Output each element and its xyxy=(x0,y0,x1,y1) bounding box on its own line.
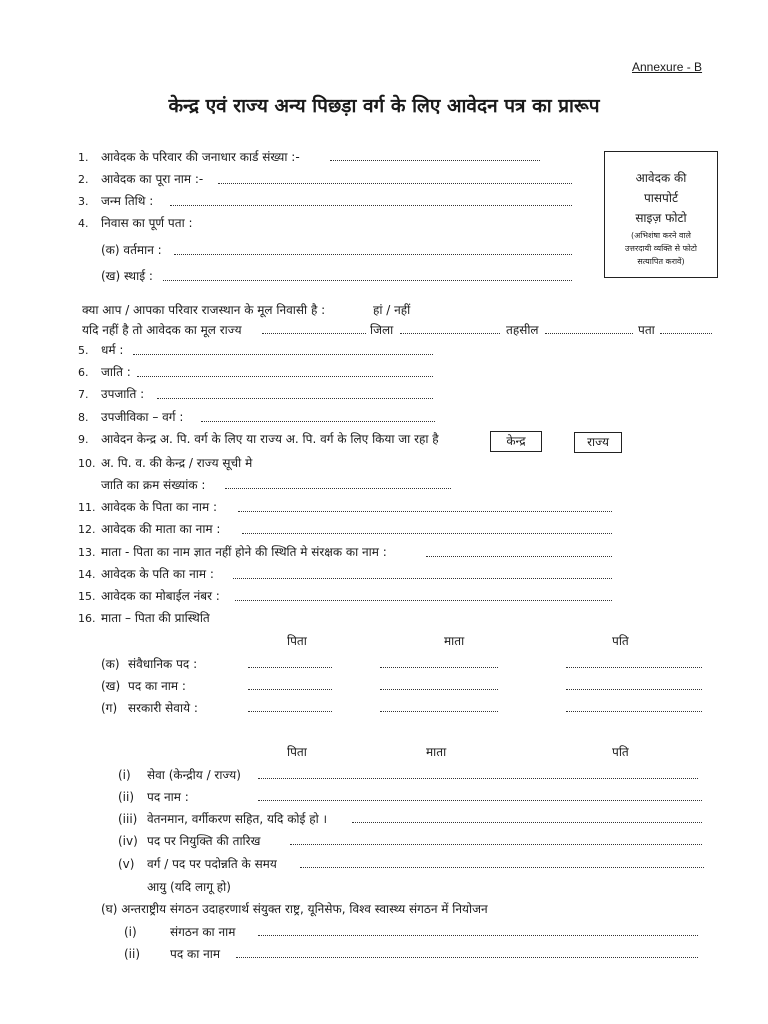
intl-row2-mark: (ii) xyxy=(124,947,141,961)
option-center-box[interactable]: केन्द्र xyxy=(490,431,542,452)
table1-row3-mark: (ग) xyxy=(101,701,118,715)
table2-header-father: पिता xyxy=(287,745,307,759)
origin-tehsil-field[interactable] xyxy=(545,333,633,334)
item-10-sub-label: जाति का क्रम संख्यांक : xyxy=(101,478,206,492)
item-13-label: माता - पिता का नाम ज्ञात नहीं होने की स्थिति मे संरक्षक का नाम : xyxy=(101,545,387,559)
caste-serial-number-field[interactable] xyxy=(225,488,451,489)
photo-box-note2: उत्तरदायी व्यक्ति से फोटो xyxy=(625,244,697,253)
item-16-number: 16. xyxy=(78,612,96,625)
subcaste-field[interactable] xyxy=(157,398,433,399)
photo-box-note1: (अभिशंषा करने वाले xyxy=(631,231,691,240)
option-state-box[interactable]: राज्य xyxy=(574,432,622,453)
promotion-age-field[interactable] xyxy=(300,867,704,868)
org-post-field[interactable] xyxy=(236,957,698,958)
table2-header-husband: पति xyxy=(612,745,629,759)
item-7-number: 7. xyxy=(78,388,89,401)
item-7-label: उपजाति : xyxy=(101,387,145,401)
native-answer-options[interactable]: हां / नहीं xyxy=(373,303,411,317)
table1-row2-mark: (ख) xyxy=(101,679,121,693)
item-9-label: आवेदन केन्द्र अ. पि. वर्ग के लिए या राज्य अ. पि. वर्ग के लिए किया जा रहा है xyxy=(101,432,439,446)
age-note: आयु (यदि लागू हो) xyxy=(147,880,231,894)
pay-scale-field[interactable] xyxy=(352,822,702,823)
item-15-number: 15. xyxy=(78,590,96,603)
janaadhar-number-field[interactable] xyxy=(330,160,540,161)
appointment-date-field[interactable] xyxy=(290,844,702,845)
table1-row2-label: पद का नाम : xyxy=(128,679,186,693)
table1-row2-mother-field[interactable] xyxy=(380,689,498,690)
intl-row1-mark: (i) xyxy=(124,925,137,939)
item-5-label: धर्म : xyxy=(101,343,124,357)
photo-box-line1: आवेदक की xyxy=(635,171,687,185)
item-11-number: 11. xyxy=(78,501,96,514)
table2-row2-mark: (ii) xyxy=(118,790,135,804)
native-question: क्या आप / आपका परिवार राजस्थान के मूल निवासी है : xyxy=(82,303,326,317)
origin-tehsil-label: तहसील xyxy=(506,323,539,337)
table1-row1-mother-field[interactable] xyxy=(380,667,498,668)
item-12-number: 12. xyxy=(78,523,96,536)
guardian-name-field[interactable] xyxy=(426,556,612,557)
item-6-number: 6. xyxy=(78,366,89,379)
table2-row3-mark: (iii) xyxy=(118,812,138,826)
table1-row3-husband-field[interactable] xyxy=(566,711,702,712)
applicant-full-name-field[interactable] xyxy=(218,183,572,184)
table1-row2-husband-field[interactable] xyxy=(566,689,702,690)
table2-row1-label: सेवा (केन्द्रीय / राज्य) xyxy=(147,768,241,782)
husband-name-field[interactable] xyxy=(233,578,612,579)
item-1-number: 1. xyxy=(78,151,89,164)
item-16-label: माता – पिता की प्रास्थिति xyxy=(101,611,210,625)
photo-box-note3: सत्यापित करावें) xyxy=(637,257,685,266)
item-13-number: 13. xyxy=(78,546,96,559)
origin-address-label: पता xyxy=(638,323,655,337)
table2-row1-mark: (i) xyxy=(118,768,131,782)
photo-box-line2: पासपोर्ट xyxy=(643,191,678,205)
table1-row1-husband-field[interactable] xyxy=(566,667,702,668)
item-3-number: 3. xyxy=(78,195,89,208)
origin-district-field[interactable] xyxy=(400,333,500,334)
service-type-field[interactable] xyxy=(258,778,698,779)
table1-row2-father-field[interactable] xyxy=(248,689,332,690)
item-2-label: आवेदक का पूरा नाम :- xyxy=(101,172,204,186)
photo-box-line3: साइज़ फोटो xyxy=(635,211,687,225)
item-5-number: 5. xyxy=(78,344,89,357)
form-title: केन्द्र एवं राज्य अन्य पिछड़ा वर्ग के लिए आवेदन पत्र का प्रारूप xyxy=(168,95,600,117)
item-8-number: 8. xyxy=(78,411,89,424)
item-3-label: जन्म तिथि : xyxy=(101,194,154,208)
birth-date-field[interactable] xyxy=(170,205,572,206)
intl-org-label: (घ) अन्तराष्ट्रीय संगठन उदाहरणार्थ संयुक्त राष्ट्र, यूनिसेफ, विश्व स्वास्थ्य संगठन में नियोजन xyxy=(101,902,488,916)
post-name-field[interactable] xyxy=(258,800,702,801)
item-10-label: अ. पि. व. की केन्द्र / राज्य सूची मे xyxy=(101,456,253,470)
permanent-address-field[interactable] xyxy=(163,280,572,281)
table2-row4-label: पद पर नियुक्ति की तारिख xyxy=(147,834,261,848)
annexure-label: Annexure - B xyxy=(632,60,703,74)
table1-row1-label: संवैधानिक पद : xyxy=(128,657,198,671)
item-4b-label: (ख) स्थाई : xyxy=(101,269,153,283)
current-address-field[interactable] xyxy=(174,254,572,255)
item-14-label: आवेदक के पति का नाम : xyxy=(101,567,214,581)
item-1-label: आवेदक के परिवार की जनाधार कार्ड संख्या :- xyxy=(101,150,300,164)
item-4a-label: (क) वर्तमान : xyxy=(101,243,162,257)
table1-header-husband: पति xyxy=(612,634,629,648)
intl-row2-label: पद का नाम xyxy=(170,947,221,961)
item-9-number: 9. xyxy=(78,433,89,446)
table2-row4-mark: (iv) xyxy=(118,834,138,848)
item-8-label: उपजीविका – वर्ग : xyxy=(101,410,184,424)
table1-row1-mark: (क) xyxy=(101,657,120,671)
item-10-number: 10. xyxy=(78,457,96,470)
item-11-label: आवेदक के पिता का नाम : xyxy=(101,500,217,514)
table2-row5-mark: (v) xyxy=(118,857,135,871)
table1-header-mother: माता xyxy=(444,634,465,648)
item-14-number: 14. xyxy=(78,568,96,581)
org-name-field[interactable] xyxy=(258,935,698,936)
table1-row3-mother-field[interactable] xyxy=(380,711,498,712)
origin-address-field[interactable] xyxy=(660,333,712,334)
item-2-number: 2. xyxy=(78,173,89,186)
item-6-label: जाति : xyxy=(101,365,131,379)
religion-field[interactable] xyxy=(133,354,433,355)
table1-row3-label: सरकारी सेवाये : xyxy=(128,701,198,715)
table2-row3-label: वेतनमान, वर्गीकरण सहित, यदि कोई हो । xyxy=(147,812,328,826)
occupation-class-field[interactable] xyxy=(201,421,435,422)
item-4-label: निवास का पूर्ण पता : xyxy=(101,216,193,230)
table2-header-mother: माता xyxy=(426,745,447,759)
father-name-field[interactable] xyxy=(238,511,612,512)
item-15-label: आवेदक का मोबाईल नंबर : xyxy=(101,589,220,603)
mother-name-field[interactable] xyxy=(242,533,612,534)
table1-header-father: पिता xyxy=(287,634,307,648)
origin-state-label: यदि नहीं है तो आवेदक का मूल राज्य xyxy=(82,323,242,337)
passport-photo-box[interactable] xyxy=(604,151,718,278)
table2-row2-label: पद नाम : xyxy=(147,790,189,804)
mobile-number-field[interactable] xyxy=(235,600,612,601)
item-4-number: 4. xyxy=(78,217,89,230)
table2-row5-label: वर्ग / पद पर पदोन्नति के समय xyxy=(147,857,277,871)
origin-district-label: जिला xyxy=(370,323,394,337)
table1-row1-father-field[interactable] xyxy=(248,667,332,668)
intl-row1-label: संगठन का नाम xyxy=(170,925,236,939)
origin-state-field[interactable] xyxy=(262,333,366,334)
caste-field[interactable] xyxy=(137,376,433,377)
item-12-label: आवेदक की माता का नाम : xyxy=(101,522,221,536)
table1-row3-father-field[interactable] xyxy=(248,711,332,712)
